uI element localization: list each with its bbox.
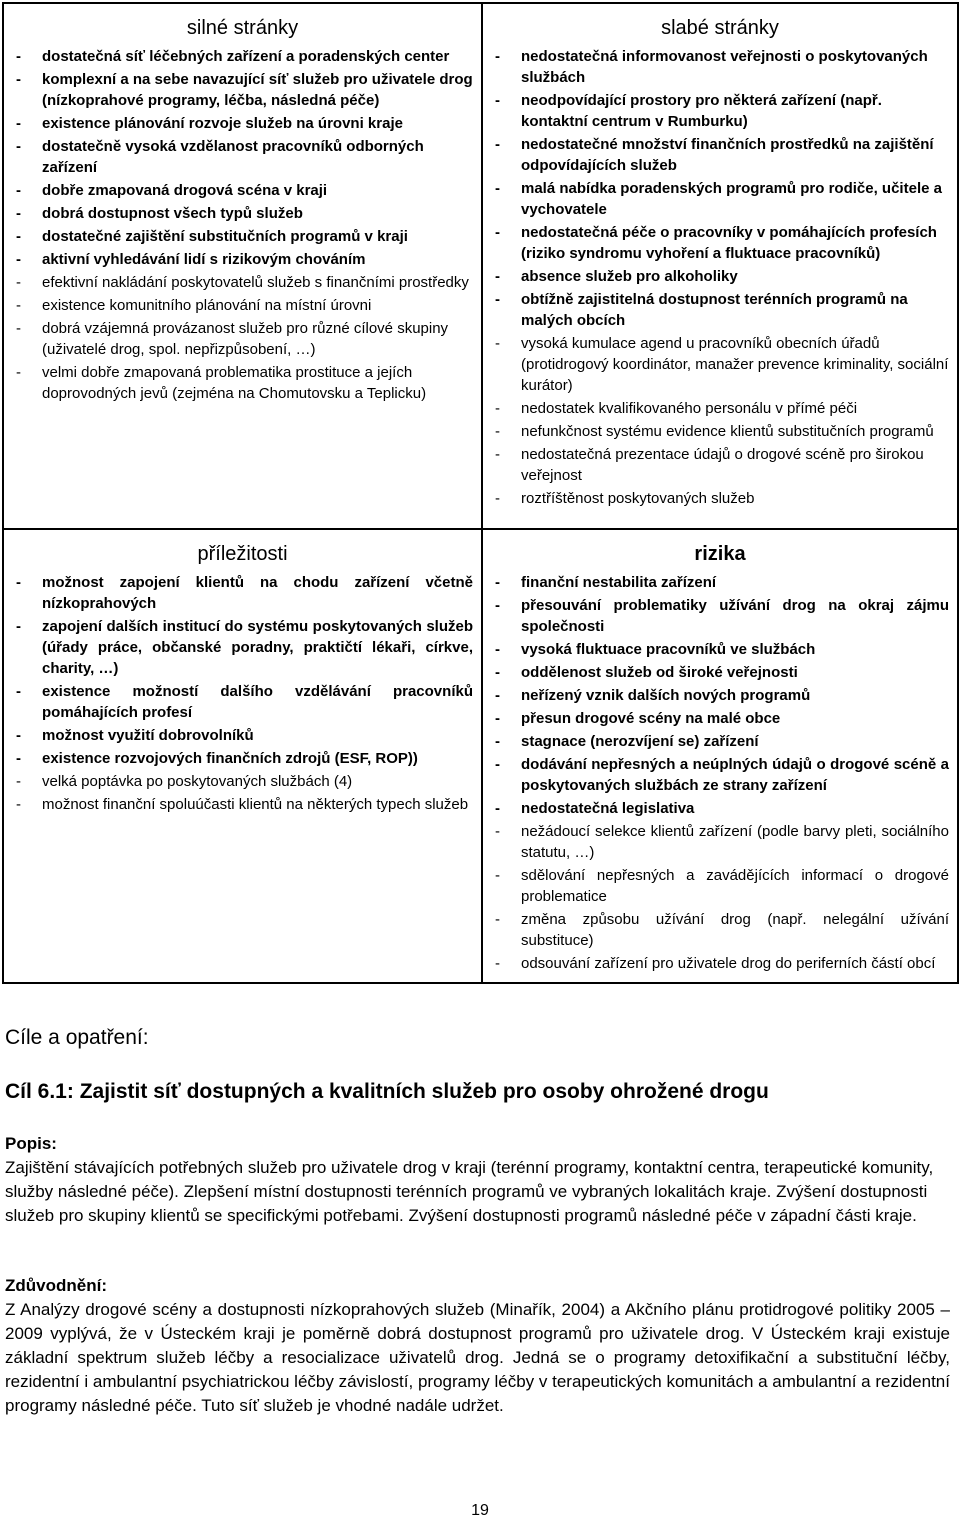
list-item: - dobrá dostupnost všech typů služeb — [16, 203, 473, 224]
list-item: - zapojení dalších institucí do systému poskytovaných služeb (úřady práce, občanské poradny, praktičtí lékaři, církve, charity, …) — [16, 616, 473, 679]
list-item: - přesun drogové scény na malé obce — [495, 708, 949, 729]
list-item: - komplexní a na sebe navazující síť služeb pro uživatele drog (nízkoprahové programy, léčba, následná péče) — [16, 69, 473, 111]
threats-heading: rizika — [694, 543, 746, 565]
list-item: - existence plánování rozvoje služeb na úrovni kraje — [16, 113, 473, 134]
list-item: - finanční nestabilita zařízení — [495, 572, 949, 593]
justification-text: Z Analýzy drogové scény a dostupnosti nízkoprahových služeb (Minařík, 2004) a Akčního plánu protidrogové politiky 2005 – 2009 vyplývá, že v Ústeckém kraji je poměrně dobrá dostupnost programů pro uživatele drog. V Ústeckém kraji existuje základní spektrum služeb léčby a resocializace uživatelů drog. Jedná se o programy detoxifikační a substituční léčby, rezidentní i ambulantní psychiatrickou léčby závislostí, programy léčby v terapeutických komunitách a ambulantní a rezidentní programy následné péče. Tuto síť služeb je vhodné nadále udržet. — [5, 1300, 950, 1415]
swot-table — [2, 2, 959, 984]
list-item: - odsouvání zařízení pro uživatele drog do periferních částí obcí — [495, 953, 949, 974]
list-item: - vysoká fluktuace pracovníků ve službách — [495, 639, 949, 660]
description-text: Zajištění stávajících potřebných služeb pro uživatele drog v kraji (terénní programy, kontaktní centra, terapeutické komunity, služby následné péče). Zlepšení místní dostupnosti terénních programů ve vybraných lokalitách kraje. Zvýšení dostupnosti služeb pro skupiny klientů se specifickými potřebami. Zvýšení dostupnosti programů následné péče v západní části kraje. — [5, 1158, 934, 1225]
description-block — [5, 1132, 950, 1228]
justification-block — [5, 1274, 950, 1418]
list-item: - absence služeb pro alkoholiky — [495, 266, 949, 287]
list-item: - nedostatečná péče o pracovníky v pomáhajících profesích (riziko syndromu vyhoření a fluktuace pracovníků) — [495, 222, 949, 264]
list-item: - existence možností dalšího vzdělávání pracovníků pomáhajících profesí — [16, 681, 473, 723]
list-item: - existence rozvojových finančních zdrojů (ESF, ROP)) — [16, 748, 473, 769]
opportunities-heading: příležitosti — [197, 543, 288, 565]
list-item: - velmi dobře zmapovaná problematika prostituce a jejích doprovodných jevů (zejména na Chomutovsku a Teplicku) — [16, 362, 473, 404]
threats-cell — [482, 529, 958, 983]
list-item: - možnost zapojení klientů na chodu zařízení včetně nízkoprahových — [16, 572, 473, 614]
list-item: - nefunkčnost systému evidence klientů substitučních programů — [495, 421, 949, 442]
list-item: - dostatečná síť léčebných zařízení a poradenských center — [16, 46, 473, 67]
goals-heading: Cíle a opatření: — [5, 1026, 149, 1049]
list-item: - nedostatečná prezentace údajů o drogové scéně pro širokou veřejnost — [495, 444, 949, 486]
list-item: - dostatečně vysoká vzdělanost pracovníků odborných zařízení — [16, 136, 473, 178]
list-item: - efektivní nakládání poskytovatelů služeb s finančními prostředky — [16, 272, 473, 293]
list-item: - sdělování nepřesných a zavádějících informací o drogové problematice — [495, 865, 949, 907]
opportunities-list — [4, 572, 481, 815]
strengths-heading: silné stránky — [186, 17, 299, 39]
list-item: - nežádoucí selekce klientů zařízení (podle barvy pleti, sociálního statutu, …) — [495, 821, 949, 863]
threats-list — [483, 572, 957, 974]
list-item: - stagnace (nerozvíjení se) zařízení — [495, 731, 949, 752]
strengths-list — [4, 46, 481, 404]
list-item: - neodpovídající prostory pro některá zařízení (např. kontaktní centrum v Rumburku) — [495, 90, 949, 132]
goal-title: Cíl 6.1: Zajistit síť dostupných a kvalitních služeb pro osoby ohrožené drogu — [5, 1080, 769, 1103]
list-item: - dobrá vzájemná provázanost služeb pro různé cílové skupiny (uživatelé drog, spol. nepřizpůsobení, …) — [16, 318, 473, 360]
list-item: - možnost využití dobrovolníků — [16, 725, 473, 746]
list-item: - velká poptávka po poskytovaných službách (4) — [16, 771, 473, 792]
weaknesses-list — [483, 46, 957, 509]
list-item: - dobře zmapovaná drogová scéna v kraji — [16, 180, 473, 201]
list-item: - obtížně zajistitelná dostupnost terénních programů na malých obcích — [495, 289, 949, 331]
description-label: Popis: — [5, 1134, 57, 1153]
list-item: - přesouvání problematiky užívání drog na okraj zájmu společnosti — [495, 595, 949, 637]
list-item: - změna způsobu užívání drog (např. nelegální užívání substituce) — [495, 909, 949, 951]
justification-label: Zdůvodnění: — [5, 1276, 107, 1295]
weaknesses-heading: slabé stránky — [661, 17, 779, 39]
list-item: - nedostatek kvalifikovaného personálu v přímé péči — [495, 398, 949, 419]
list-item: - neřízený vznik dalších nových programů — [495, 685, 949, 706]
list-item: - aktivní vyhledávání lidí s rizikovým chováním — [16, 249, 473, 270]
list-item: - dodávání nepřesných a neúplných údajů o drogové scéně a poskytovaných službách ze strany zařízení — [495, 754, 949, 796]
list-item: - nedostatečná informovanost veřejnosti o poskytovaných službách — [495, 46, 949, 88]
strengths-cell — [3, 3, 482, 529]
list-item: - roztříštěnost poskytovaných služeb — [495, 488, 949, 509]
list-item: - vysoká kumulace agend u pracovníků obecních úřadů (protidrogový koordinátor, manažer prevence kriminality, sociální kurátor) — [495, 333, 949, 396]
weaknesses-cell — [482, 3, 958, 529]
list-item: - malá nabídka poradenských programů pro rodiče, učitele a vychovatele — [495, 178, 949, 220]
list-item: - nedostatečná legislativa — [495, 798, 949, 819]
opportunities-cell — [3, 529, 482, 983]
list-item: - existence komunitního plánování na místní úrovni — [16, 295, 473, 316]
list-item: - možnost finanční spoluúčasti klientů na některých typech služeb — [16, 794, 473, 815]
list-item: - dostatečné zajištění substitučních programů v kraji — [16, 226, 473, 247]
list-item: - nedostatečné množství finančních prostředků na zajištění odpovídajících služeb — [495, 134, 949, 176]
page-number: 19 — [471, 1502, 489, 1519]
list-item: - oddělenost služeb od široké veřejnosti — [495, 662, 949, 683]
